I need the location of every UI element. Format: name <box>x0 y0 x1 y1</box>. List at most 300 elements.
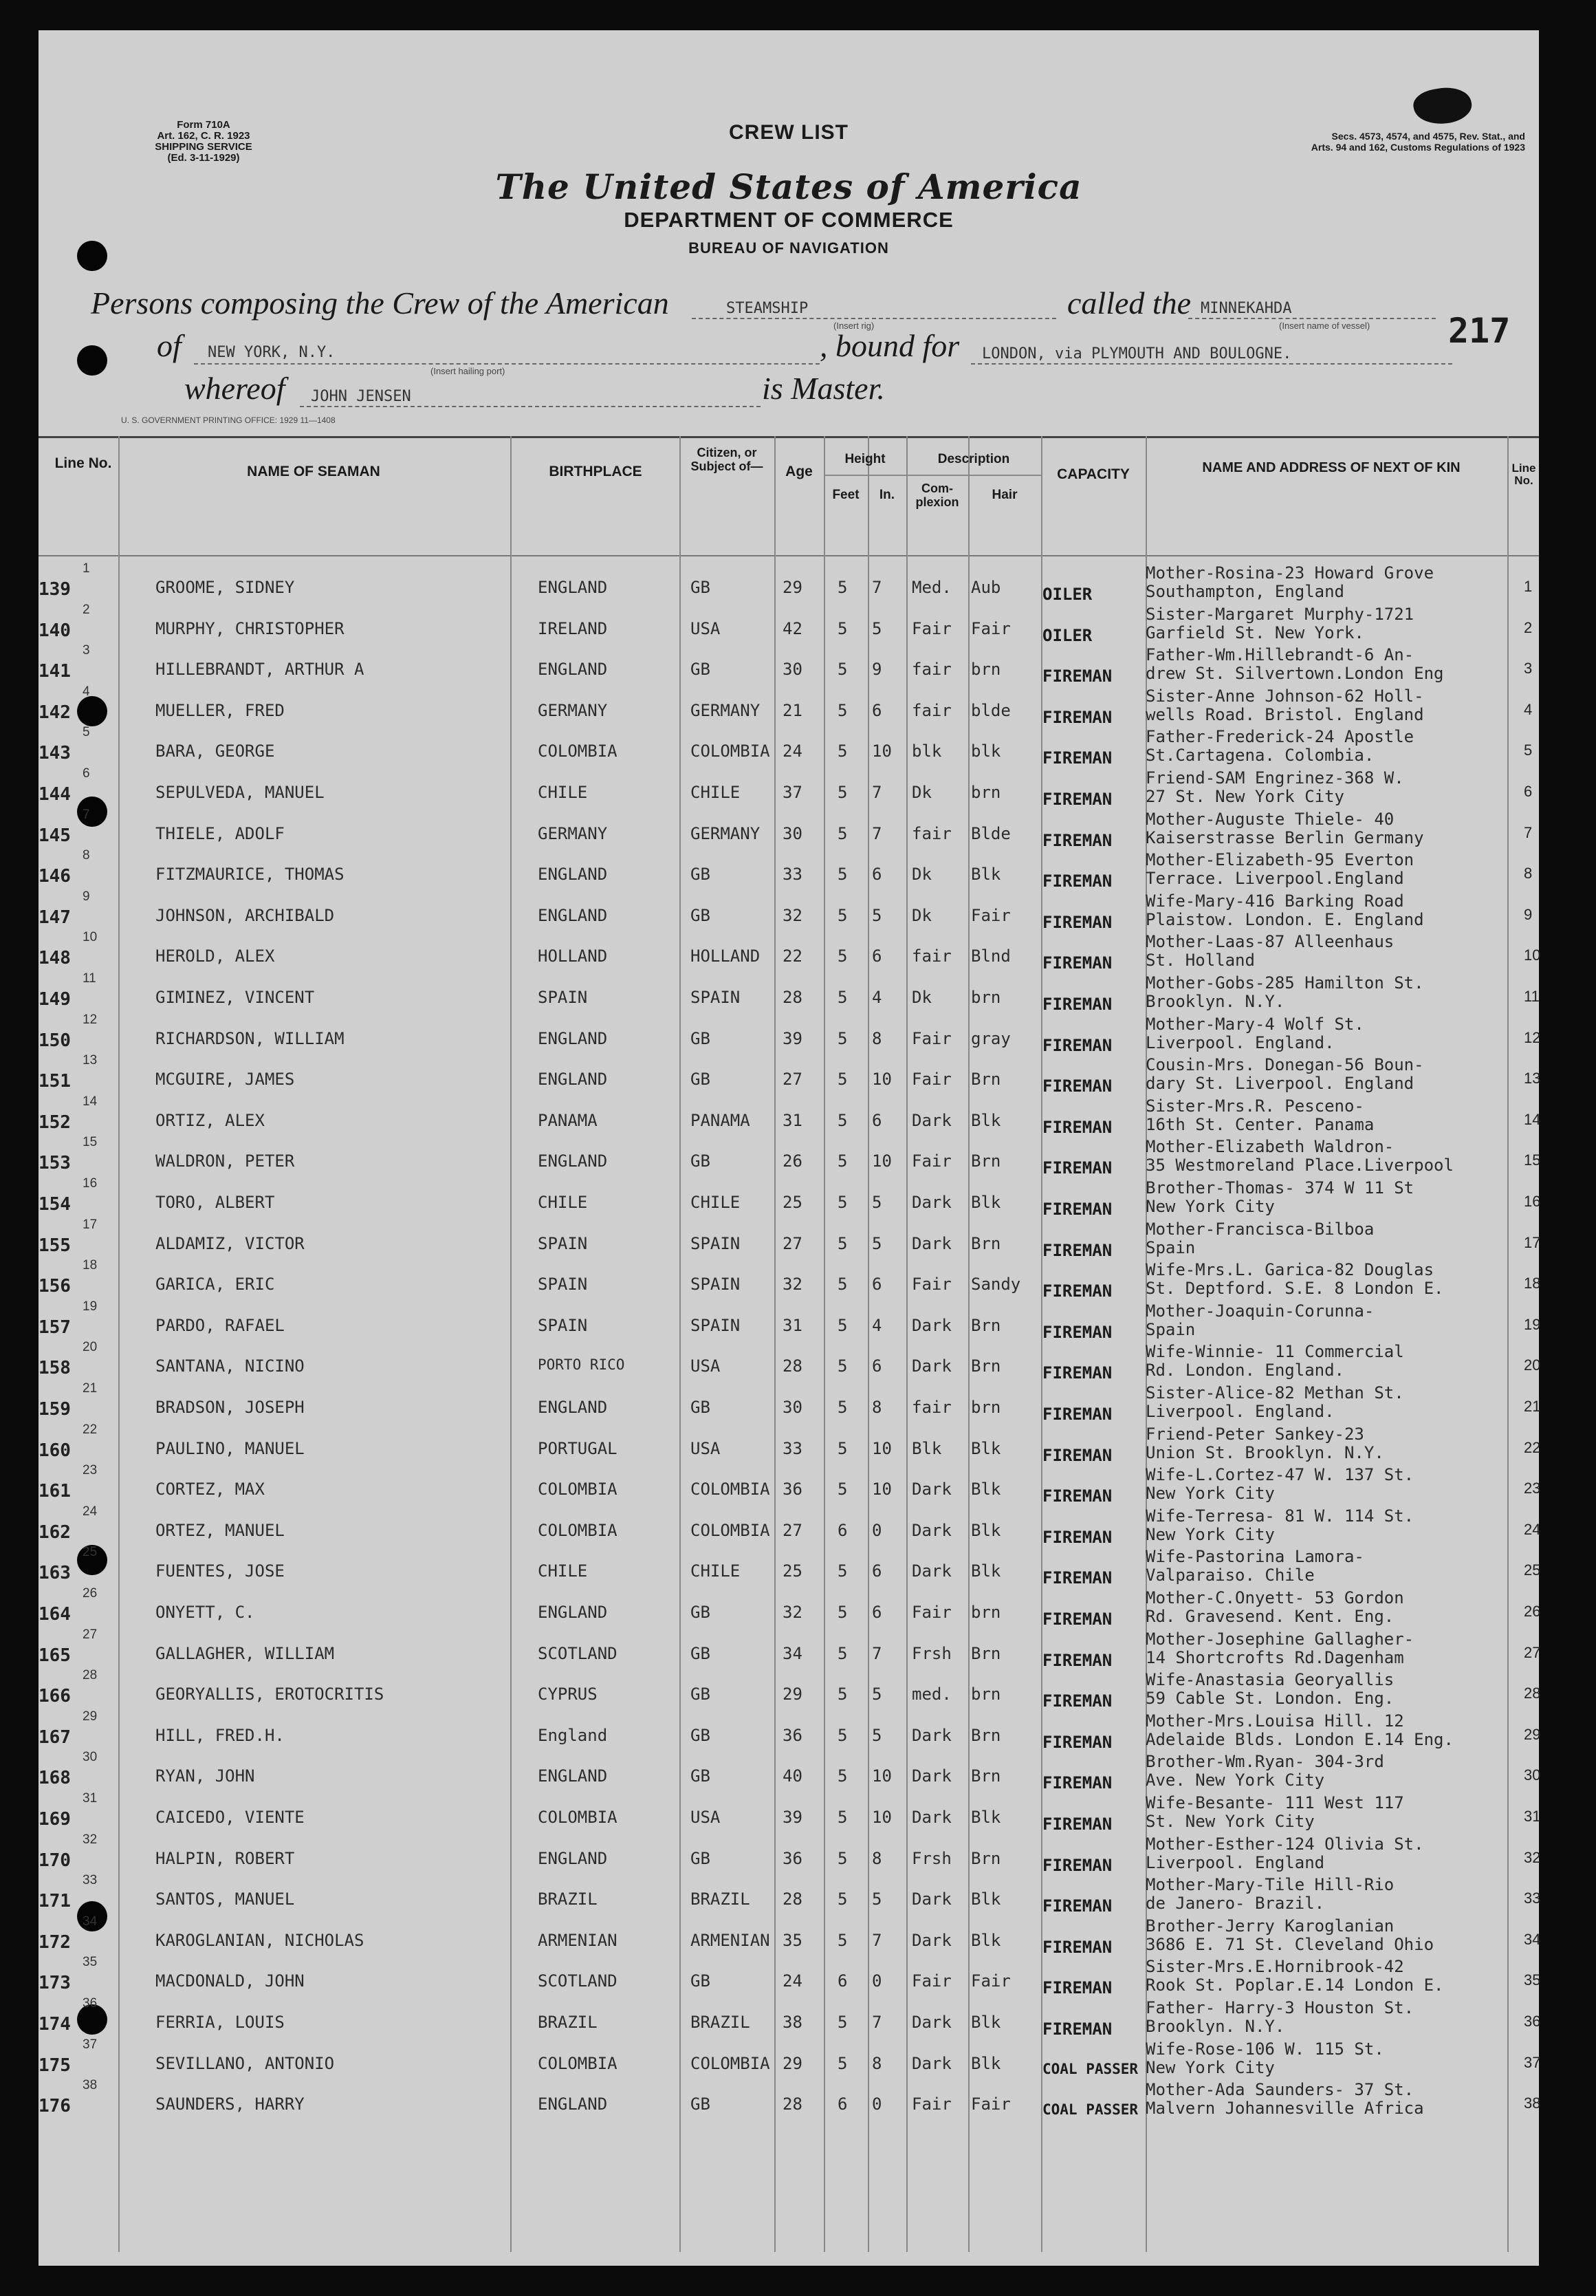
seaman-name: SANTOS, MANUEL <box>155 1889 295 1909</box>
capacity: FIREMAN <box>1042 1568 1113 1588</box>
hair-color: Fair <box>971 906 1011 925</box>
row-line-index: 25 <box>83 1545 98 1559</box>
height-feet: 6 <box>838 1971 848 1991</box>
next-of-kin <box>1146 1015 1517 1052</box>
next-of-kin-line: Brother-Thomas- 374 W 11 St <box>1146 1178 1414 1198</box>
age: 40 <box>783 1766 802 1786</box>
hair-color: brn <box>971 1603 1001 1622</box>
next-of-kin <box>1146 1097 1517 1134</box>
crew-number: 176 <box>39 2096 71 2116</box>
next-of-kin-line: New York City <box>1146 2058 1275 2077</box>
citizenship: COLOMBIA <box>690 2054 770 2073</box>
crew-number: 160 <box>39 1440 71 1461</box>
height-feet: 5 <box>838 1151 848 1171</box>
row-line-index: 4 <box>83 684 90 699</box>
next-of-kin <box>1146 1343 1517 1380</box>
of-label: of <box>157 328 182 363</box>
height-inches: 5 <box>872 1889 882 1909</box>
rig-hint: (Insert rig) <box>833 321 875 331</box>
age: 33 <box>783 865 802 884</box>
seaman-name: TORO, ALBERT <box>155 1193 275 1212</box>
capacity: FIREMAN <box>1042 1528 1113 1547</box>
bound-label: , bound for <box>820 328 960 363</box>
birthplace: ARMENIAN <box>538 1931 617 1950</box>
citizenship: CHILE <box>690 1193 741 1212</box>
crew-statement: Persons composing the Crew of the American <box>91 285 669 321</box>
height-inches: 6 <box>872 1111 882 1130</box>
col-next-of-kin: NAME AND ADDRESS OF NEXT OF KIN <box>1202 460 1461 475</box>
citizenship: USA <box>690 1356 721 1376</box>
height-inches: 0 <box>872 2094 882 2114</box>
row-line-index: 14 <box>83 1094 98 1109</box>
hair-color: Brn <box>971 1070 1001 1089</box>
next-of-kin-line: Liverpool. England <box>1146 1853 1325 1872</box>
seaman-name: THIELE, ADOLF <box>155 824 285 843</box>
row-line-index-right: 16 <box>1524 1193 1541 1210</box>
complexion: Fair <box>912 1971 952 1991</box>
age: 29 <box>783 2054 802 2073</box>
hair-color: Blnd <box>971 946 1011 966</box>
capacity: FIREMAN <box>1042 2019 1113 2039</box>
height-inches: 5 <box>872 1685 882 1704</box>
next-of-kin <box>1146 1630 1517 1667</box>
citizenship: BRAZIL <box>690 1889 750 1909</box>
capacity: FIREMAN <box>1042 1856 1113 1875</box>
form-edition: (Ed. 3-11-1929) <box>167 152 240 164</box>
seaman-name: GIMINEZ, VINCENT <box>155 988 315 1007</box>
column-rule <box>968 436 970 2252</box>
birthplace: SCOTLAND <box>538 1644 617 1663</box>
citizenship: HOLLAND <box>690 946 761 966</box>
crew-number: 168 <box>39 1768 71 1788</box>
crew-number: 146 <box>39 866 71 887</box>
capacity: COAL PASSER <box>1042 2101 1139 2118</box>
complexion: Dk <box>912 988 932 1007</box>
next-of-kin-line: Terrace. Liverpool.England <box>1146 869 1404 888</box>
height-inches: 8 <box>872 1398 882 1417</box>
birthplace: COLOMBIA <box>538 1521 617 1540</box>
birthplace: ENGLAND <box>538 2094 608 2114</box>
next-of-kin-line: New York City <box>1146 1197 1275 1216</box>
row-line-index: 27 <box>83 1627 98 1642</box>
punch-hole <box>77 345 107 376</box>
height-feet: 5 <box>838 1931 848 1950</box>
row-line-index-right: 17 <box>1524 1234 1541 1251</box>
citizenship: CHILE <box>690 1561 741 1581</box>
complexion: Dark <box>912 1521 952 1540</box>
citizenship: GB <box>690 865 710 884</box>
crew-number: 139 <box>39 579 71 600</box>
complexion: Fair <box>912 1151 952 1171</box>
capacity: FIREMAN <box>1042 1446 1113 1465</box>
birthplace: ENGLAND <box>538 906 608 925</box>
next-of-kin-line: Mother-Josephine Gallagher- <box>1146 1629 1414 1649</box>
citizenship: COLOMBIA <box>690 1480 770 1499</box>
complexion: Dark <box>912 2013 952 2032</box>
hair-color: Blde <box>971 824 1011 843</box>
crew-number: 171 <box>39 1891 71 1911</box>
crew-number: 150 <box>39 1030 71 1051</box>
complexion: blk <box>912 741 942 761</box>
height-inches: 8 <box>872 1849 882 1868</box>
capacity: FIREMAN <box>1042 1815 1113 1834</box>
hair-color: Brn <box>971 1151 1001 1171</box>
next-of-kin-line: Mother-Mary-Tile Hill-Rio <box>1146 1875 1395 1894</box>
rig-field-line <box>692 318 1056 319</box>
next-of-kin-line: Wife-Mrs.L. Garica-82 Douglas <box>1146 1260 1434 1279</box>
birthplace: COLOMBIA <box>538 1808 617 1827</box>
row-line-index: 17 <box>83 1217 98 1232</box>
seaman-name: KAROGLANIAN, NICHOLAS <box>155 1931 364 1950</box>
vessel-name-line <box>1188 318 1436 319</box>
crew-number: 167 <box>39 1727 71 1748</box>
row-line-index: 37 <box>83 2037 98 2052</box>
complexion: Dark <box>912 1356 952 1376</box>
height-inches: 7 <box>872 2013 882 2032</box>
capacity: FIREMAN <box>1042 1773 1113 1793</box>
hair-color: gray <box>971 1029 1011 1048</box>
citizenship: GB <box>690 1070 710 1089</box>
citizenship: GB <box>690 1971 710 1991</box>
complexion: Dk <box>912 865 932 884</box>
citizenship: GB <box>690 660 710 679</box>
hair-color: Brn <box>971 1644 1001 1663</box>
row-line-index: 22 <box>83 1422 98 1437</box>
age: 30 <box>783 1398 802 1417</box>
age: 28 <box>783 1356 802 1376</box>
citizenship: SPAIN <box>690 1316 741 1335</box>
citizenship: COLOMBIA <box>690 741 770 761</box>
row-line-index-right: 38 <box>1524 2094 1541 2112</box>
crew-number: 155 <box>39 1235 71 1256</box>
punch-hole <box>77 696 107 726</box>
height-feet: 5 <box>838 1439 848 1458</box>
row-line-index: 26 <box>83 1586 98 1601</box>
age: 28 <box>783 988 802 1007</box>
age: 21 <box>783 701 802 720</box>
age: 42 <box>783 619 802 638</box>
birthplace: PORTO RICO <box>538 1356 625 1373</box>
row-line-index-right: 32 <box>1524 1849 1541 1866</box>
capacity: FIREMAN <box>1042 913 1113 932</box>
next-of-kin <box>1146 1466 1517 1503</box>
row-line-index: 20 <box>83 1340 98 1354</box>
complexion: Med. <box>912 578 952 597</box>
crew-number: 140 <box>39 620 71 641</box>
capacity: FIREMAN <box>1042 1241 1113 1260</box>
row-line-index: 13 <box>83 1053 98 1068</box>
row-line-index: 2 <box>83 603 90 617</box>
hair-color: Blk <box>971 1193 1001 1212</box>
next-of-kin-line: Wife-Winnie- 11 Commercial <box>1146 1342 1404 1361</box>
row-line-index: 30 <box>83 1750 98 1764</box>
capacity: FIREMAN <box>1042 1733 1113 1752</box>
next-of-kin-line: Mother-Auguste Thiele- 40 <box>1146 810 1395 829</box>
birthplace: IRELAND <box>538 619 608 638</box>
row-line-index-right: 29 <box>1524 1726 1541 1743</box>
hair-color: brn <box>971 1398 1001 1417</box>
hair-color: Blk <box>971 2013 1001 2032</box>
age: 32 <box>783 906 802 925</box>
hair-color: Brn <box>971 1356 1001 1376</box>
document-title: CREW LIST <box>729 121 849 144</box>
next-of-kin <box>1146 1302 1517 1339</box>
next-of-kin <box>1146 1999 1517 2036</box>
birthplace: ENGLAND <box>538 1070 608 1089</box>
height-inches: 0 <box>872 1521 882 1540</box>
complexion: Dark <box>912 1234 952 1253</box>
capacity: OILER <box>1042 585 1093 604</box>
crew-number: 147 <box>39 907 71 928</box>
height-inches: 6 <box>872 865 882 884</box>
birthplace: ENGLAND <box>538 1849 608 1868</box>
row-line-index-right: 11 <box>1524 988 1540 1005</box>
seaman-name: PAULINO, MANUEL <box>155 1439 305 1458</box>
next-of-kin <box>1146 933 1517 970</box>
seaman-name: HEROLD, ALEX <box>155 946 275 966</box>
next-of-kin <box>1146 1507 1517 1544</box>
col-complexion: Com- plexion <box>915 481 959 509</box>
height-feet: 5 <box>838 1029 848 1048</box>
citizenship: GB <box>690 1029 710 1048</box>
complexion: Dark <box>912 1889 952 1909</box>
next-of-kin-line: Brother-Jerry Karoglanian <box>1146 1916 1395 1936</box>
height-feet: 5 <box>838 741 848 761</box>
birthplace: BRAZIL <box>538 1889 598 1909</box>
complexion: Blk <box>912 1439 942 1458</box>
citizenship: USA <box>690 1808 721 1827</box>
age: 24 <box>783 741 802 761</box>
hair-color: Blk <box>971 1521 1001 1540</box>
crew-number: 143 <box>39 743 71 763</box>
hair-color: blde <box>971 701 1011 720</box>
next-of-kin-line: St.Cartagena. Colombia. <box>1146 746 1375 765</box>
next-of-kin-line: Friend-Peter Sankey-23 <box>1146 1425 1364 1444</box>
hair-color: Blk <box>971 865 1001 884</box>
hair-color: Blk <box>971 1561 1001 1581</box>
citizenship: GB <box>690 1603 710 1622</box>
age: 31 <box>783 1111 802 1130</box>
birthplace: GERMANY <box>538 701 608 720</box>
crew-number: 172 <box>39 1932 71 1953</box>
age: 31 <box>783 1316 802 1335</box>
height-feet: 6 <box>838 2094 848 2114</box>
crew-number: 169 <box>39 1809 71 1830</box>
age: 29 <box>783 1685 802 1704</box>
crew-number: 165 <box>39 1645 71 1666</box>
citizenship: USA <box>690 1439 721 1458</box>
hair-color: brn <box>971 660 1001 679</box>
page-number: 217 <box>1448 311 1511 351</box>
hair-color: brn <box>971 988 1001 1007</box>
crew-number: 173 <box>39 1973 71 1993</box>
seaman-name: BARA, GEORGE <box>155 741 275 761</box>
next-of-kin-line: Spain <box>1146 1238 1196 1257</box>
row-line-index: 10 <box>83 930 98 944</box>
next-of-kin <box>1146 1589 1517 1626</box>
height-feet: 5 <box>838 1480 848 1499</box>
birthplace: ENGLAND <box>538 660 608 679</box>
age: 33 <box>783 1439 802 1458</box>
birthplace: ENGLAND <box>538 1766 608 1786</box>
rig-value: STEAMSHIP <box>726 300 809 317</box>
height-feet: 6 <box>838 1521 848 1540</box>
next-of-kin-line: drew St. Silvertown.London Eng <box>1146 664 1444 683</box>
row-line-index: 3 <box>83 643 90 658</box>
height-feet: 5 <box>838 1685 848 1704</box>
seaman-name: CAICEDO, VIENTE <box>155 1808 305 1827</box>
crew-number: 148 <box>39 948 71 968</box>
height-inches: 6 <box>872 1603 882 1622</box>
row-line-index-right: 30 <box>1524 1766 1541 1784</box>
next-of-kin-line: Brooklyn. N.Y. <box>1146 992 1285 1011</box>
seaman-name: GEORYALLIS, EROTOCRITIS <box>155 1685 384 1704</box>
next-of-kin <box>1146 1138 1517 1175</box>
height-feet: 5 <box>838 1849 848 1868</box>
next-of-kin-line: St. Deptford. S.E. 8 London E. <box>1146 1279 1444 1298</box>
seaman-name: ORTEZ, MANUEL <box>155 1521 285 1540</box>
next-of-kin-line: 3686 E. 71 St. Cleveland Ohio <box>1146 1935 1434 1954</box>
next-of-kin <box>1146 769 1517 806</box>
hair-color: Brn <box>971 1726 1001 1745</box>
age: 26 <box>783 1151 802 1171</box>
next-of-kin-line: St. Holland <box>1146 951 1255 970</box>
capacity: FIREMAN <box>1042 1486 1113 1506</box>
crew-number: 142 <box>39 702 71 723</box>
height-inches: 10 <box>872 1070 892 1089</box>
hair-color: Blk <box>971 2054 1001 2073</box>
next-of-kin <box>1146 2040 1517 2077</box>
birthplace: COLOMBIA <box>538 2054 617 2073</box>
printing-office: U. S. GOVERNMENT PRINTING OFFICE: 1929 11—1408 <box>121 415 336 425</box>
next-of-kin-line: Father-Wm.Hillebrandt-6 An- <box>1146 645 1414 664</box>
height-feet: 5 <box>838 660 848 679</box>
bureau-heading: BUREAU OF NAVIGATION <box>688 239 889 257</box>
seaman-name: HALPIN, ROBERT <box>155 1849 295 1868</box>
complexion: Fair <box>912 1275 952 1294</box>
column-rule <box>118 436 120 2252</box>
row-line-index-right: 24 <box>1524 1521 1541 1538</box>
seaman-name: GARICA, ERIC <box>155 1275 275 1294</box>
height-inches: 5 <box>872 1234 882 1253</box>
complexion: Dark <box>912 2054 952 2073</box>
complexion: Dk <box>912 783 932 802</box>
birthplace: SPAIN <box>538 988 588 1007</box>
height-feet: 5 <box>838 906 848 925</box>
birthplace: SCOTLAND <box>538 1971 617 1991</box>
citizenship: GB <box>690 1726 710 1745</box>
height-inches: 10 <box>872 1808 892 1827</box>
age: 28 <box>783 1889 802 1909</box>
capacity: FIREMAN <box>1042 1363 1113 1383</box>
next-of-kin-line: Mother-Ada Saunders- 37 St. <box>1146 2080 1414 2099</box>
seaman-name: RYAN, JOHN <box>155 1766 255 1786</box>
height-feet: 5 <box>838 701 848 720</box>
capacity: FIREMAN <box>1042 995 1113 1014</box>
row-line-index-right: 28 <box>1524 1685 1541 1702</box>
capacity: FIREMAN <box>1042 790 1113 809</box>
is-master-label: is Master. <box>762 371 885 406</box>
row-line-index-right: 23 <box>1524 1480 1541 1497</box>
row-line-index-right: 33 <box>1524 1889 1541 1907</box>
age: 30 <box>783 660 802 679</box>
next-of-kin-line: Mother-Laas-87 Alleenhaus <box>1146 932 1395 951</box>
next-of-kin-line: Mother-Rosina-23 Howard Grove <box>1146 563 1434 583</box>
row-line-index-right: 18 <box>1524 1275 1541 1292</box>
complexion: Dk <box>912 906 932 925</box>
punch-hole <box>77 797 107 827</box>
complexion: fair <box>912 824 952 843</box>
next-of-kin <box>1146 810 1517 847</box>
seaman-name: FERRIA, LOUIS <box>155 2013 285 2032</box>
row-line-index: 15 <box>83 1135 98 1149</box>
crew-number: 157 <box>39 1317 71 1338</box>
seaman-name: BRADSON, JOSEPH <box>155 1398 305 1417</box>
height-inches: 10 <box>872 1766 892 1786</box>
crew-number: 174 <box>39 2014 71 2035</box>
hair-color: Blk <box>971 1889 1001 1909</box>
birthplace: SPAIN <box>538 1275 588 1294</box>
height-feet: 5 <box>838 1193 848 1212</box>
next-of-kin-line: Mother-Gobs-285 Hamilton St. <box>1146 973 1424 993</box>
next-of-kin-line: Mother-Mary-4 Wolf St. <box>1146 1015 1364 1034</box>
complexion: Dark <box>912 1111 952 1130</box>
height-feet: 5 <box>838 578 848 597</box>
crew-number: 164 <box>39 1604 71 1625</box>
next-of-kin <box>1146 1835 1517 1872</box>
complexion: Fair <box>912 619 952 638</box>
seaman-name: SAUNDERS, HARRY <box>155 2094 305 2114</box>
age: 28 <box>783 2094 802 2114</box>
row-line-index-right: 6 <box>1524 783 1533 800</box>
seaman-name: FITZMAURICE, THOMAS <box>155 865 345 884</box>
crew-number: 158 <box>39 1358 71 1378</box>
row-line-index: 29 <box>83 1709 98 1724</box>
row-line-index-right: 34 <box>1524 1931 1541 1948</box>
col-line-no: Line No. <box>54 455 112 471</box>
row-line-index-right: 20 <box>1524 1356 1541 1374</box>
crew-number: 162 <box>39 1522 71 1543</box>
next-of-kin-line: Mother-Francisca-Bilboa <box>1146 1220 1375 1239</box>
col-inches: In. <box>879 488 895 502</box>
birthplace: CHILE <box>538 1193 588 1212</box>
citizenship: GERMANY <box>690 824 761 843</box>
age: 22 <box>783 946 802 966</box>
citizenship: BRAZIL <box>690 2013 750 2032</box>
hair-color: Fair <box>971 619 1011 638</box>
birthplace: ENGLAND <box>538 865 608 884</box>
height-inches: 6 <box>872 1561 882 1581</box>
citizenship: ARMENIAN <box>690 1931 770 1950</box>
age: 27 <box>783 1234 802 1253</box>
height-feet: 5 <box>838 1316 848 1335</box>
birthplace: ENGLAND <box>538 1151 608 1171</box>
complexion: Dark <box>912 1931 952 1950</box>
age: 24 <box>783 1971 802 1991</box>
capacity: FIREMAN <box>1042 1158 1113 1178</box>
complexion: Dark <box>912 1316 952 1335</box>
crew-number: 170 <box>39 1850 71 1871</box>
row-line-index-right: 3 <box>1524 660 1533 677</box>
crew-number: 156 <box>39 1276 71 1297</box>
next-of-kin-line: Plaistow. London. E. England <box>1146 910 1424 929</box>
citizenship: CHILE <box>690 783 741 802</box>
row-line-index-right: 36 <box>1524 2013 1541 2030</box>
height-feet: 5 <box>838 1398 848 1417</box>
col-name: NAME OF SEAMAN <box>247 464 380 479</box>
complexion: Fair <box>912 1029 952 1048</box>
capacity: FIREMAN <box>1042 1281 1113 1301</box>
